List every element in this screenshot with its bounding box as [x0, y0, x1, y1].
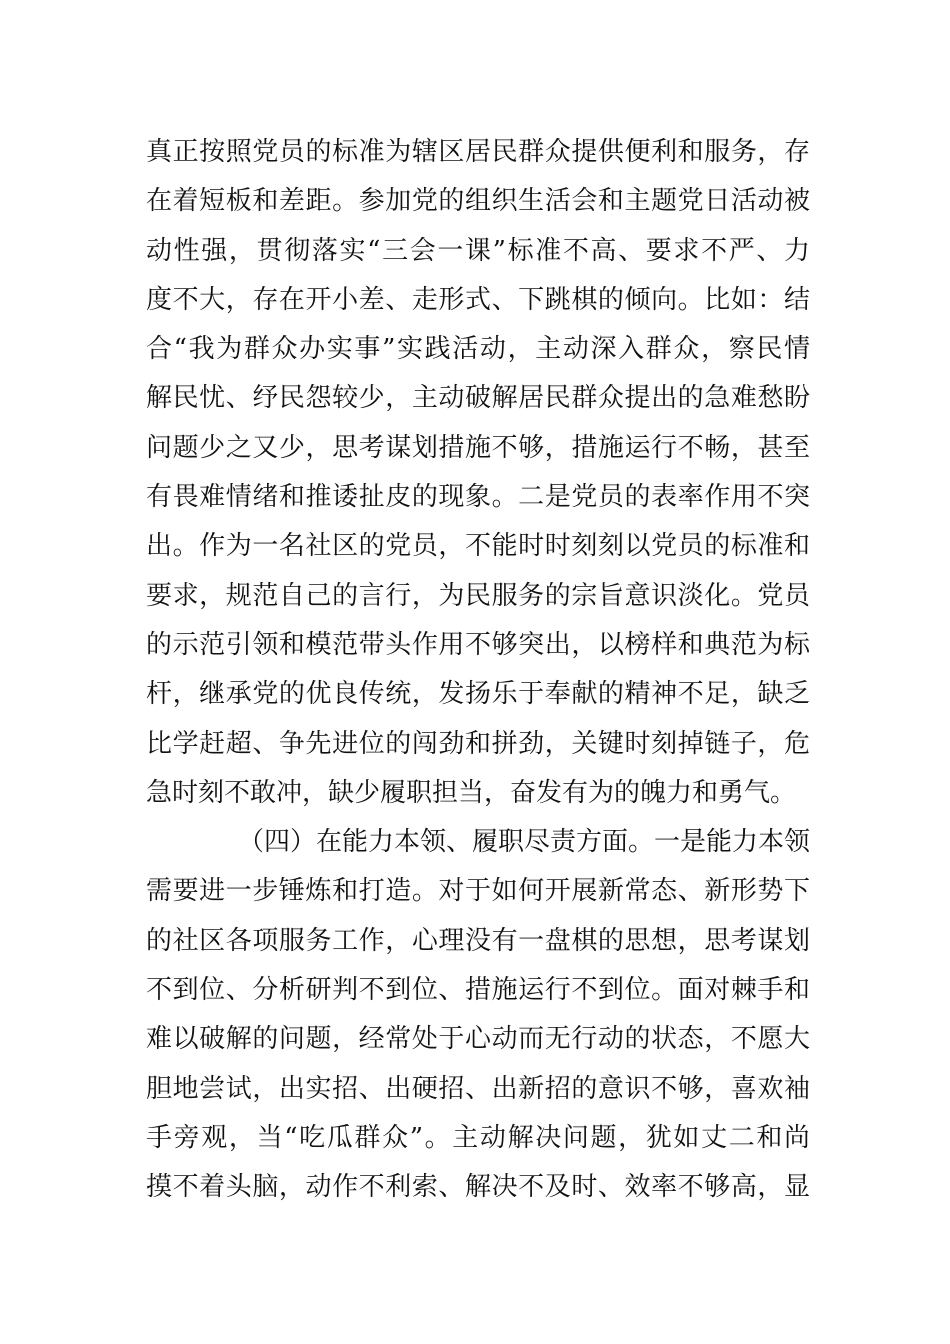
text-line: 难以破解的问题，经常处于心动而无行动的状态，不愿大 — [146, 1024, 810, 1055]
paragraph-party-member-role — [146, 128, 810, 818]
text-line: 手旁观，当“吃瓜群众”。主动解决问题，犹如丈二和尚 — [146, 1122, 810, 1153]
text-line: 摸不着头脑，动作不利索、解决不及时、效率不够高，显 — [146, 1172, 810, 1203]
text-line: 胆地尝试，出实招、出硬招、出新招的意识不够，喜欢袖 — [146, 1073, 810, 1104]
text-line: 比学赶超、争先进位的闯劲和拼劲，关键时刻掉链子，危 — [146, 728, 810, 759]
text-line: 在着短板和差距。参加党的组织生活会和主题党日活动被 — [146, 186, 810, 217]
text-line: 需要进一步锤炼和打造。对于如何开展新常态、新形势下 — [146, 876, 810, 907]
text-line: 问题少之又少，思考谋划措施不够，措施运行不畅，甚至 — [146, 432, 810, 463]
text-line: 的示范引领和模范带头作用不够突出，以榜样和典范为标 — [146, 629, 810, 660]
text-line: 的社区各项服务工作，心理没有一盘棋的思想，思考谋划 — [146, 925, 810, 956]
text-line: 解民忧、纾民怨较少，主动破解居民群众提出的急难愁盼 — [146, 383, 810, 414]
section-heading-line: （四）在能力本领、履职尽责方面。一是能力本领 — [238, 827, 810, 858]
text-line: 真正按照党员的标准为辖区居民群众提供便利和服务，存 — [146, 137, 810, 167]
text-line: 出。作为一名社区的党员，不能时时刻刻以党员的标准和 — [146, 531, 810, 562]
text-line: 急时刻不敢冲，缺少履职担当，奋发有为的魄力和勇气。 — [146, 777, 797, 808]
paragraph-capability-section — [146, 818, 810, 1212]
text-line: 动性强，贯彻落实“三会一课”标准不高、要求不严、力 — [146, 235, 810, 266]
text-line: 杆，继承党的优良传统，发扬乐于奉献的精神不足，缺乏 — [146, 679, 810, 710]
text-line: 有畏难情绪和推诿扯皮的现象。二是党员的表率作用不突 — [146, 482, 810, 513]
text-line: 要求，规范自己的言行，为民服务的宗旨意识淡化。党员 — [146, 580, 810, 611]
text-line: 合“我为群众办实事”实践活动，主动深入群众，察民情 — [146, 334, 810, 365]
text-line: 不到位、分析研判不到位、措施运行不到位。面对棘手和 — [146, 975, 810, 1006]
text-line: 度不大，存在开小差、走形式、下跳棋的倾向。比如：结 — [146, 284, 810, 315]
body-text — [146, 128, 810, 1213]
